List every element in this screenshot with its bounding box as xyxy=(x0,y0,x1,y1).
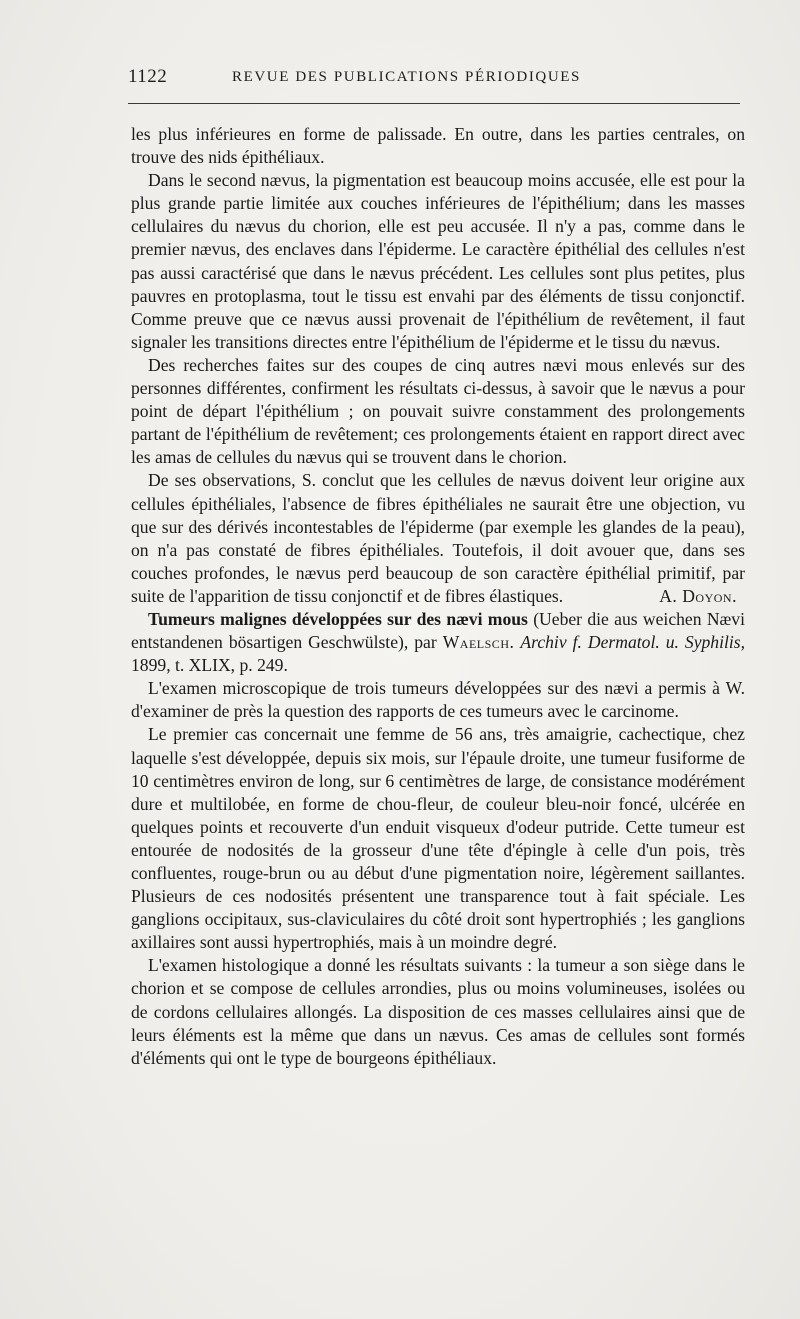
author-signature: A. Doyon. xyxy=(659,585,737,606)
page-number: 1122 xyxy=(128,66,168,87)
paragraph-research: Des recherches faites sur des coupes de cinq autres nævi mous enlevés sur des personnes différentes, confirment les résultats ci-dessus, à savoir que le nævus a pour point de départ l'épithélium ; on pouvait suivre constamment des prolongements partant de l'épithélium de revêtement; ces prolongements étaient en rapport direct avec les amas de cellules du nævus qui se trouvent dans le chorion. xyxy=(131,354,745,468)
article-title: Tumeurs malignes développées sur des nævi mous xyxy=(148,608,528,629)
citation-author: Waelsch. xyxy=(442,632,515,653)
citation-details: 1899, t. XLIX, p. 249. xyxy=(131,655,288,676)
running-title: REVUE DES PUBLICATIONS PÉRIODIQUES xyxy=(232,69,581,85)
paragraph-first-case: Le premier cas concernait une femme de 56 ans, très amaigrie, cachectique, chez laquelle s'est développée, depuis six mois, sur l'épaule droite, une tumeur fusiforme de 10 centimètres environ de long, sur 6 centimètres de large, de consistance modérément dure et multilobée, en forme de chou-fleur, de couleur bleu-noir foncé, ulcérée en quelques points et recouverte d'un enduit visqueux d'odeur putride. Cette tumeur est entourée de nodosités de la grosseur d'une tête d'épingle à celle d'un pois, très confluentes, rouge-brun ou au début d'une pigmentation noire, légèrement saillantes. Plusieurs de ces nodosités présentent une transparence tout à fait spéciale. Les ganglions occipitaux, sus-claviculaires du côté droit sont hypertrophiés ; les ganglions axillaires sont aussi hypertrophiés, mais à un moindre degré. xyxy=(131,724,745,953)
article-heading xyxy=(131,608,745,677)
citation-text: (Ueber die aus weichen Nævi entstandenen bösartigen Geschwülste), par xyxy=(131,608,745,653)
page-header xyxy=(128,66,740,94)
paragraph-second-naevus: Dans le second nævus, la pigmentation est beaucoup moins accusée, elle est pour la plus grande partie limitée aux couches inférieures de l'épithélium; dans les masses cellulaires du nævus du chorion, elle est peu accusée. Il n'y a pas, comme dans le premier nævus, des enclaves dans l'épiderme. Le caractère épithélial des cellules n'est pas aussi caractérisé que dans le nævus précédent. Les cellules sont plus petites, plus pauvres en protoplasma, tout le tissu est envahi par des éléments de tissu conjonctif. Comme preuve que ce nævus aussi provenait de l'épithélium de revêtement, il faut signaler les transitions directes entre l'épithélium de l'épiderme et le tissu du nævus. xyxy=(131,170,745,352)
article-body xyxy=(131,123,745,1070)
citation-journal: Archiv f. Dermatol. u. Syphilis, xyxy=(520,632,746,653)
paragraph-examen: L'examen microscopique de trois tumeurs développées sur des nævi a permis à W. d'examiner de près la question des rapports de ces tumeurs avec le carcinome. xyxy=(131,678,745,722)
paragraph-continued: les plus inférieures en forme de palissade. En outre, dans les parties centrales, on trouve des nids épithéliaux. xyxy=(131,124,745,168)
header-rule xyxy=(128,103,740,104)
paragraph-conclusion-text: De ses observations, S. conclut que les cellules de nævus doivent leur origine aux cellules épithéliales, l'absence de fibres épithéliales ne saurait être une objection, vu que sur des dérivés incontestables de l'épiderme (par exemple les glandes de la peau), on n'a pas constaté de fibres épithéliales. Toutefois, il doit avouer que, dans ses couches profondes, le nævus perd beaucoup de son caractère épithélial primitif, par suite de l'apparition de tissu conjonctif et de fibres élastiques. xyxy=(131,470,745,606)
paragraph-conclusion xyxy=(131,469,745,608)
paragraph-histology: L'examen histologique a donné les résultats suivants : la tumeur a son siège dans le chorion et se compose de cellules arrondies, plus ou moins volumineuses, isolées ou de cordons cellulaires allongés. La disposition de ces masses cellulaires ainsi que de leurs éléments est la même que dans un nævus. Ces amas de cellules sont formés d'éléments qui ont le type de bourgeons épithéliaux. xyxy=(131,955,745,1068)
